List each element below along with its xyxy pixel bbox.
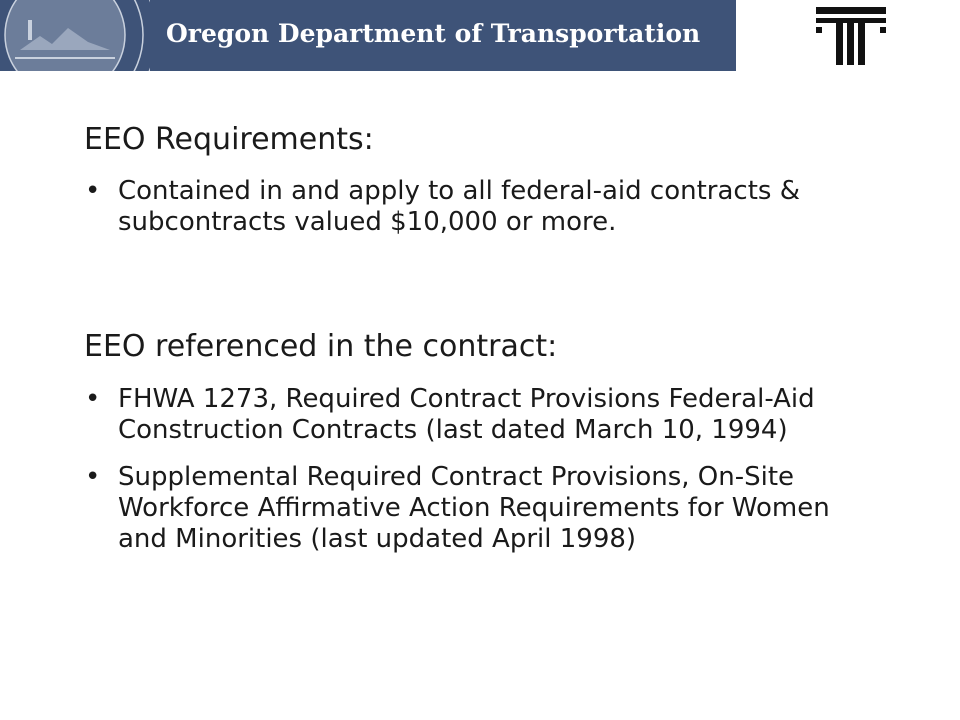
odot-t-logo-icon [814, 3, 888, 67]
bullet-list [84, 384, 884, 555]
bullet-icon: • [85, 384, 101, 414]
bullet-text: Supplemental Required Contract Provisions, On-Site Workforce Affirmative Action Requirements for Women and Minorities (last updated April 1998) [118, 462, 830, 554]
list-item [84, 176, 884, 238]
section-heading: EEO referenced in the contract: [84, 329, 558, 364]
list-item [84, 462, 884, 555]
bullet-text: Contained in and apply to all federal-aid contracts & subcontracts valued $10,000 or more. [118, 176, 800, 237]
bullet-icon: • [85, 176, 101, 206]
bullet-text: FHWA 1273, Required Contract Provisions Federal-Aid Construction Contracts (last dated March 10, 1994) [118, 384, 815, 445]
header-banner [0, 0, 736, 71]
bullet-icon: • [85, 462, 101, 492]
oregon-seal-icon [0, 0, 150, 71]
agency-title: Oregon Department of Transportation [166, 19, 701, 48]
bullet-list [84, 176, 884, 238]
list-item [84, 384, 884, 446]
section-heading: EEO Requirements: [84, 122, 374, 157]
